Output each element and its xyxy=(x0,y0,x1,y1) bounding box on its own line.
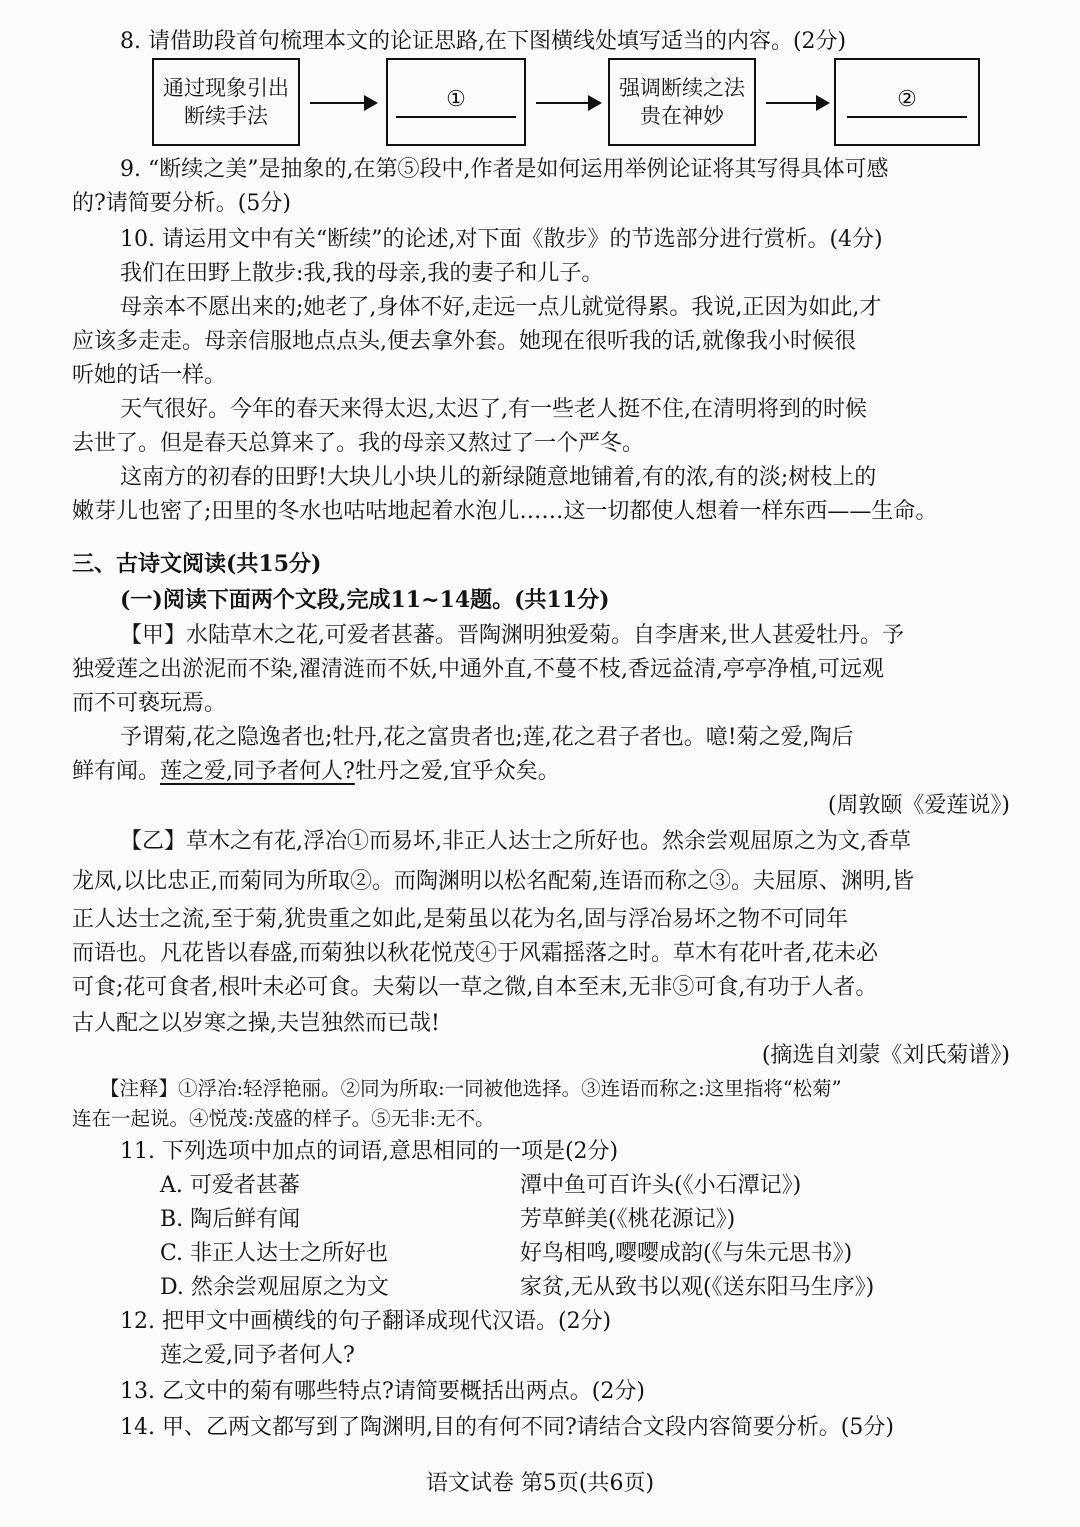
passage-line: 天气很好。今年的春天来得太迟,太迟了,有一些老人挺不住,在清明将到的时候 xyxy=(120,397,867,422)
yi-line: 古人配之以岁寒之操,夫岂独然而已哉! xyxy=(72,1011,440,1036)
q11-option-c-compare: 好鸟相鸣,嘤嘤成韵(《与朱元思书》) xyxy=(520,1241,853,1266)
q12-sentence: 莲之爱,同予者何人? xyxy=(160,1343,355,1368)
jia-line: 而不可亵玩焉。 xyxy=(72,691,227,716)
yi-line: 而语也。凡花皆以春盛,而菊独以秋花悦茂④于风霜摇落之时。草木有花叶者,花未必 xyxy=(72,941,878,966)
passage-line: 应该多走走。母亲信服地点点头,便去拿外套。她现在很听我的话,就像我小时候很 xyxy=(72,329,856,354)
sub-heading: (一)阅读下面两个文段,完成11~14题。(共11分) xyxy=(120,587,610,613)
flow-arrow xyxy=(766,102,828,104)
blank-1: ① xyxy=(396,86,516,118)
q9-line-1: 9. “断续之美”是抽象的,在第⑤段中,作者是如何运用举例论证将其写得具体可感 xyxy=(120,157,889,182)
blank-2: ② xyxy=(847,86,967,118)
underlined-sentence: 莲之爱,同予者何人? xyxy=(160,759,355,784)
notes-line: 【注释】①浮冶:轻浮艳丽。②同为所取:一同被他选择。③连语而称之:这里指将“松菊” xyxy=(100,1077,842,1100)
q11-option-d[interactable]: D. 然余尝观屈原之为文 xyxy=(160,1275,389,1300)
q11-option-b[interactable]: B. 陶后鲜有闻 xyxy=(160,1207,301,1232)
yi-line: 龙凤,以比忠正,而菊同为所取②。而陶渊明以松名配菊,连语而称之③。夫屈原、渊明,皆 xyxy=(72,869,914,894)
q11-prompt: 11. 下列选项中加点的词语,意思相同的一项是(2分) xyxy=(120,1139,619,1164)
jia-line: 独爱莲之出淤泥而不染,濯清涟而不妖,中通外直,不蔓不枝,香远益清,亭亭净植,可远观 xyxy=(72,657,884,682)
argument-flowchart xyxy=(152,58,982,150)
q11-option-b-compare: 芳草鲜美(《桃花源记》) xyxy=(520,1207,736,1232)
flow-box-text: 通过现象引出 xyxy=(163,76,289,100)
q11-option-a[interactable]: A. 可爱者甚蕃 xyxy=(160,1173,300,1198)
flow-box-emphasis xyxy=(608,58,756,146)
q11-option-a-compare: 潭中鱼可百许头(《小石潭记》) xyxy=(520,1173,802,1198)
flow-box-text: 断续手法 xyxy=(184,104,268,128)
q9-line-2: 的?请简要分析。(5分) xyxy=(72,191,291,216)
flow-arrow xyxy=(536,102,600,104)
flow-arrow xyxy=(310,102,376,104)
passage-line: 我们在田野上散步:我,我的母亲,我的妻子和儿子。 xyxy=(120,261,604,286)
jia-line: 予谓菊,花之隐逸者也;牡丹,花之富贵者也;莲,花之君子者也。噫!菊之爱,陶后 xyxy=(120,725,854,750)
passage-line: 去世了。但是春天总算来了。我的母亲又熬过了一个严冬。 xyxy=(72,431,645,456)
yi-source: (摘选自刘蒙《刘氏菊谱》) xyxy=(761,1043,1010,1068)
flow-blank-box-1[interactable] xyxy=(386,58,526,146)
section-heading: 三、古诗文阅读(共15分) xyxy=(72,551,322,577)
q11-option-d-compare: 家贫,无从致书以观(《送东阳马生序》) xyxy=(520,1275,875,1300)
yi-line: 可食;花可食者,根叶未必可食。夫菊以一草之微,自本至末,无非⑤可食,有功于人者。 xyxy=(72,975,878,1000)
jia-source: (周敦颐《爱莲说》) xyxy=(827,793,1010,818)
jia-text: 鲜有闻。 xyxy=(72,759,161,784)
passage-line: 听她的话一样。 xyxy=(72,363,227,388)
flow-box-text: 强调断续之法 xyxy=(619,76,745,100)
notes-line: 连在一起说。④悦茂:茂盛的样子。⑤无非:无不。 xyxy=(72,1107,495,1130)
passage-line: 嫩芽儿也密了;田里的冬水也咕咕地起着水泡儿……这一切都使人想着一样东西——生命。 xyxy=(72,499,938,524)
jia-line: 【甲】水陆草木之花,可爱者甚蕃。晋陶渊明独爱菊。自李唐来,世人甚爱牡丹。予 xyxy=(120,623,904,648)
passage-line: 这南方的初春的田野!大块儿小块儿的新绿随意地铺着,有的浓,有的淡;树枝上的 xyxy=(120,465,877,490)
flow-box-text: 贵在神妙 xyxy=(640,104,724,128)
q13-prompt: 13. 乙文中的菊有哪些特点?请简要概括出两点。(2分) xyxy=(120,1379,645,1404)
q10-prompt: 10. 请运用文中有关“断续”的论述,对下面《散步》的节选部分进行赏析。(4分) xyxy=(120,227,883,252)
jia-line xyxy=(72,756,1080,788)
q14-prompt: 14. 甲、乙两文都写到了陶渊明,目的有何不同?请结合文段内容简要分析。(5分) xyxy=(120,1415,894,1440)
q8-prompt: 8. 请借助段首句梳理本文的论证思路,在下图横线处填写适当的内容。(2分) xyxy=(120,29,847,54)
jia-text: 牡丹之爱,宜乎众矣。 xyxy=(354,759,560,784)
flow-blank-box-2[interactable] xyxy=(834,58,980,146)
passage-line: 母亲本不愿出来的;她老了,身体不好,走远一点儿就觉得累。我说,正因为如此,才 xyxy=(120,295,882,320)
q11-option-c[interactable]: C. 非正人达士之所好也 xyxy=(160,1241,389,1266)
yi-line: 【乙】草木之有花,浮冶①而易坏,非正人达士之所好也。然余尝观屈原之为文,香草 xyxy=(120,829,911,854)
flow-box-phenomenon xyxy=(152,58,300,146)
yi-line: 正人达士之流,至于菊,犹贵重之如此,是菊虽以花为名,固与浮冶易坏之物不可同年 xyxy=(72,907,848,932)
page-footer: 语文试卷 第5页(共6页) xyxy=(425,1471,655,1496)
q12-prompt: 12. 把甲文中画横线的句子翻译成现代汉语。(2分) xyxy=(120,1309,612,1334)
